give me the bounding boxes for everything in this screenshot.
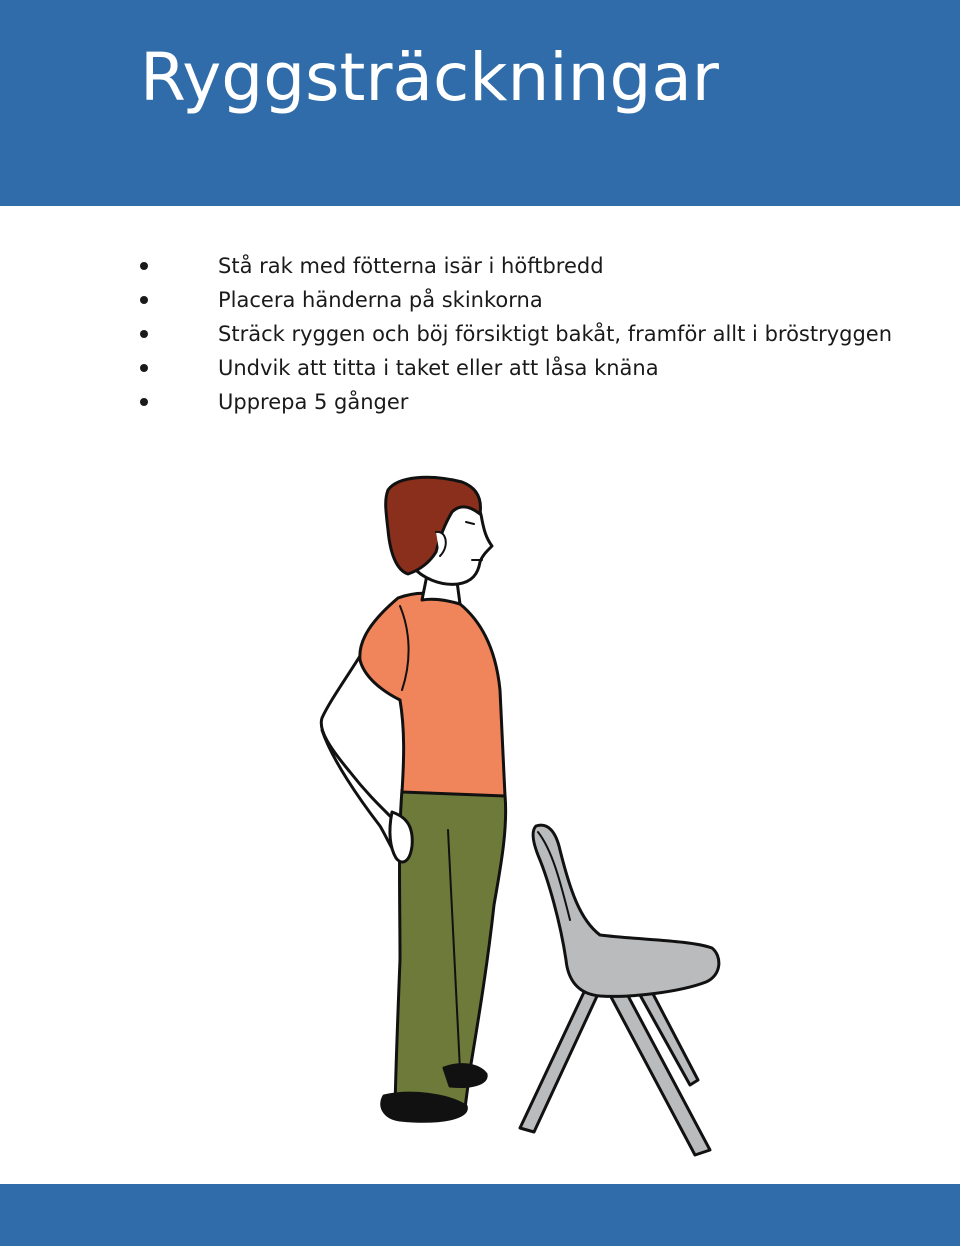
person-icon xyxy=(321,477,505,1121)
bullet-icon xyxy=(140,364,148,372)
instruction-text: Sträck ryggen och böj försiktigt bakåt, framför allt i bröstryggen xyxy=(218,322,893,346)
footer-bar xyxy=(0,1184,960,1246)
bullet-icon xyxy=(140,398,148,406)
title-banner xyxy=(0,0,960,206)
chair-icon xyxy=(520,825,719,1155)
page-title: Ryggsträckningar xyxy=(140,39,719,116)
bullet-icon xyxy=(140,262,148,270)
instruction-text: Placera händerna på skinkorna xyxy=(218,288,543,312)
instruction-text: Upprepa 5 gånger xyxy=(218,390,409,414)
instruction-text: Stå rak med fötterna isär i höftbredd xyxy=(218,254,604,278)
bullet-icon xyxy=(140,330,148,338)
instruction-text: Undvik att titta i taket eller att låsa knäna xyxy=(218,356,659,380)
bullet-icon xyxy=(140,296,148,304)
exercise-illustration xyxy=(300,470,760,1170)
